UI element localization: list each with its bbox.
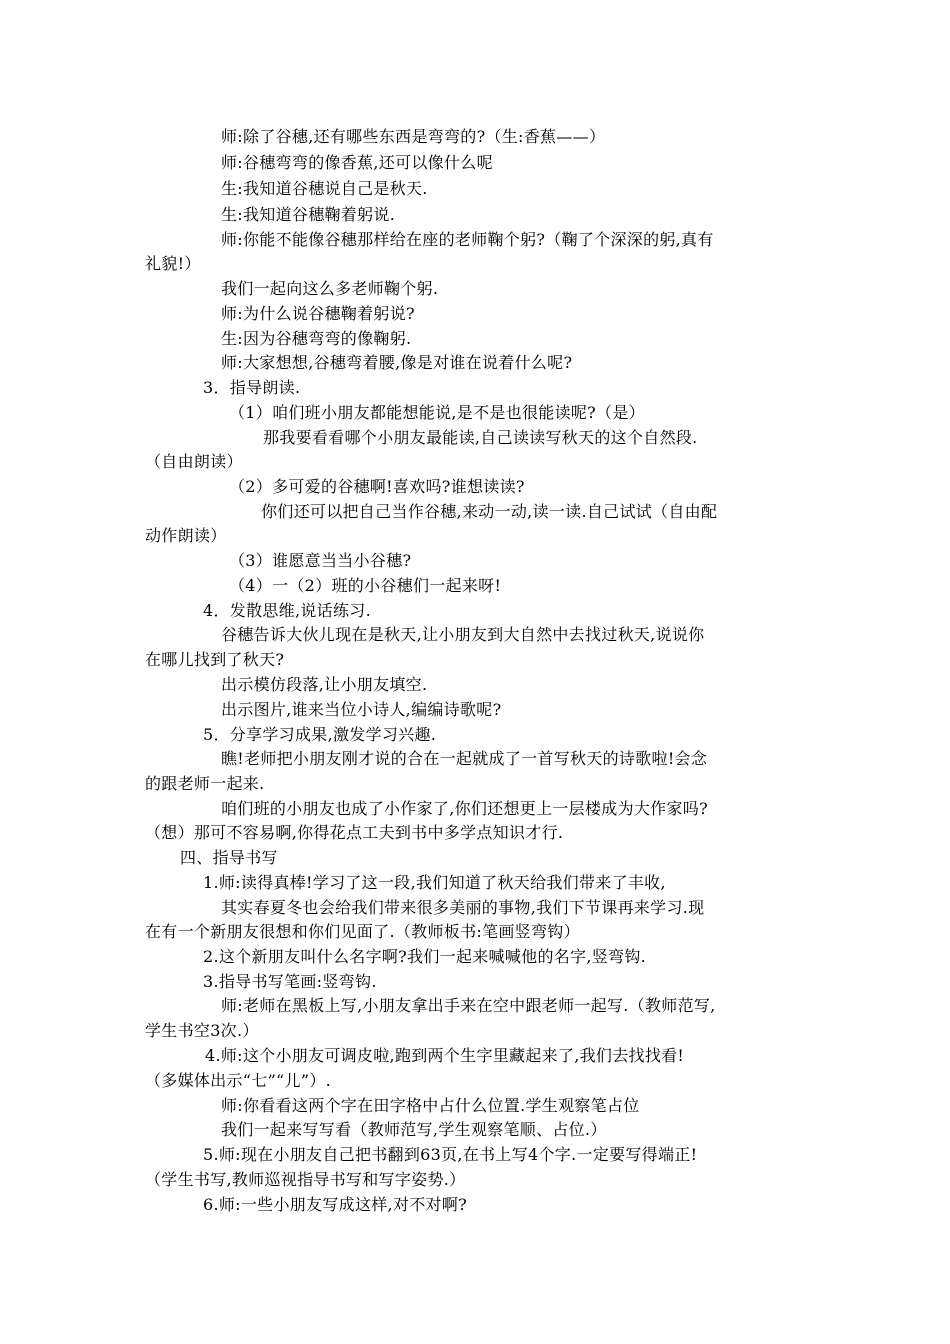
text-line: 师:大家想想,谷穗弯着腰,像是对谁在说着什么呢? <box>221 353 573 372</box>
text-line: （4）一（2）班的小谷穗们一起来呀! <box>229 576 502 595</box>
text-line: 咱们班的小朋友也成了小作家了,你们还想更上一层楼成为大作家吗? <box>221 799 708 818</box>
text-line: 在有一个新朋友很想和你们见面了.（教师板书:笔画竖弯钩） <box>145 922 580 941</box>
text-line: 那我要看看哪个小朋友最能读,自己读读写秋天的这个自然段. <box>263 428 698 447</box>
text-line: 师:你看看这两个字在田字格中占什么位置.学生观察笔占位 <box>221 1096 640 1115</box>
text-line: （自由朗读） <box>145 452 243 471</box>
text-line: 5.师:现在小朋友自己把书翻到63页,在书上写4个字.一定要写得端正! <box>203 1145 698 1164</box>
text-line: 我们一起来写写看（教师范写,学生观察笔顺、占位.） <box>221 1120 607 1139</box>
text-line: 师:老师在黑板上写,小朋友拿出手来在空中跟老师一起写.（教师范写, <box>221 996 716 1015</box>
text-line: （想）那可不容易啊,你得花点工夫到书中多学点知识才行. <box>145 823 564 842</box>
text-line: 5．分享学习成果,激发学习兴趣. <box>203 725 437 744</box>
text-line: 3.指导书写笔画:竖弯钩. <box>203 972 377 991</box>
text-line: （2）多可爱的谷穗啊!喜欢吗?谁想读读? <box>229 477 525 496</box>
text-line: 出示图片,谁来当位小诗人,编编诗歌呢? <box>221 700 502 719</box>
text-line: 生:我知道谷穗鞠着躬说. <box>221 205 396 224</box>
text-line: 其实春夏冬也会给我们带来很多美丽的事物,我们下节课再来学习.现 <box>221 898 705 917</box>
text-line: 的跟老师一起来. <box>145 774 265 793</box>
text-line: 4．发散思维,说话练习. <box>203 601 371 620</box>
text-line: 谷穗告诉大伙儿现在是秋天,让小朋友到大自然中去找过秋天,说说你 <box>221 625 705 644</box>
section-heading: 四、指导书写 <box>180 848 278 867</box>
text-line: 2.这个新朋友叫什么名字啊?我们一起来喊喊他的名字,竖弯钩. <box>203 947 647 966</box>
text-line: 师:你能不能像谷穗那样给在座的老师鞠个躬?（鞠了个深深的躬,真有 <box>221 230 714 249</box>
text-line: 礼貌!） <box>145 254 201 273</box>
text-line: 4.师:这个小朋友可调皮啦,跑到两个生字里藏起来了,我们去找找看! <box>205 1046 685 1065</box>
text-line: 动作朗读） <box>145 526 227 545</box>
text-line: 出示模仿段落,让小朋友填空. <box>221 675 428 694</box>
text-line: 师:除了谷穗,还有哪些东西是弯弯的?（生:香蕉——） <box>221 127 606 146</box>
text-line: 生:因为谷穗弯弯的像鞠躬. <box>221 329 412 348</box>
text-line: 师:谷穗弯弯的像香蕉,还可以像什么呢 <box>221 153 493 172</box>
text-line: 我们一起向这么多老师鞠个躬. <box>221 279 439 298</box>
text-line: 生:我知道谷穗说自己是秋天. <box>221 179 428 198</box>
text-line: 1.师:读得真棒!学习了这一段,我们知道了秋天给我们带来了丰收, <box>203 873 666 892</box>
text-line: 学生书空3次.） <box>145 1021 259 1040</box>
text-line: （3）谁愿意当当小谷穗? <box>229 551 412 570</box>
text-line: 在哪儿找到了秋天? <box>145 650 285 669</box>
text-line: 6.师:一些小朋友写成这样,对不对啊? <box>203 1195 468 1214</box>
text-line: 3．指导朗读. <box>203 378 301 397</box>
text-line: （学生书写,教师巡视指导书写和写字姿势.） <box>145 1170 466 1189</box>
text-line: 你们还可以把自己当作谷穗,来动一动,读一读.自己试试（自由配 <box>261 502 718 521</box>
text-line: （1）咱们班小朋友都能想能说,是不是也很能读呢?（是） <box>229 403 645 422</box>
text-line: 瞧!老师把小朋友刚才说的合在一起就成了一首写秋天的诗歌啦!会念 <box>221 749 708 768</box>
text-line: 师:为什么说谷穗鞠着躬说? <box>221 304 415 323</box>
text-line: （多媒体出示“七”“儿”）. <box>145 1071 332 1090</box>
